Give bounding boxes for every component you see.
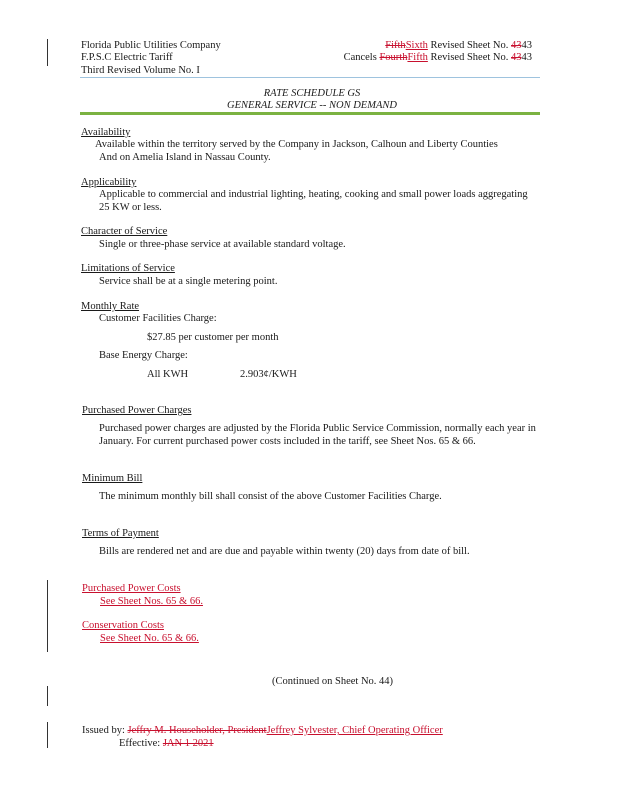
minimum-bill-heading: Minimum Bill xyxy=(82,473,143,484)
effective-old-date: JAN 1 2021 xyxy=(162,738,214,749)
schedule-subtitle: GENERAL SERVICE -- NON DEMAND xyxy=(227,100,397,111)
energy-item-label: All KWH xyxy=(147,369,189,380)
sheet-new-ordinal: Sixth xyxy=(405,40,428,51)
sheet-new-num: 43 xyxy=(521,40,532,51)
base-energy-label: Base Energy Charge: xyxy=(99,350,188,361)
effective-line xyxy=(119,738,214,750)
volume-label: Third Revised Volume No. I xyxy=(81,65,200,76)
continued-note: (Continued on Sheet No. 44) xyxy=(272,676,394,687)
schedule-title: RATE SCHEDULE GS xyxy=(263,88,361,99)
issued-label: Issued by: xyxy=(82,725,125,736)
energy-item-value: 2.903¢/KWH xyxy=(240,369,297,380)
applicability-text-2: 25 KW or less. xyxy=(99,202,162,213)
cancels-new-num: 43 xyxy=(521,52,532,63)
sheet-number-line xyxy=(385,40,532,52)
cancels-old-num: 43 xyxy=(511,52,522,63)
limitations-text: Service shall be at a single metering point. xyxy=(99,276,278,287)
change-bar-ppc xyxy=(47,580,48,652)
ppc-text: See Sheet Nos. 65 & 66. xyxy=(100,596,203,607)
header-rule xyxy=(80,77,540,78)
limitations-heading: Limitations of Service xyxy=(81,263,175,274)
ppc-heading: Purchased Power Costs xyxy=(82,583,181,594)
purchased-power-heading: Purchased Power Charges xyxy=(82,405,192,416)
availability-text-2: And on Amelia Island in Nassau County. xyxy=(99,152,271,163)
issued-new-name: Jeffrey Sylvester, Chief Operating Officer xyxy=(266,725,443,736)
purchased-power-text-2: January. For current purchased power costs included in the tariff, see Sheet Nos. 65 & 66. xyxy=(99,436,476,447)
character-heading: Character of Service xyxy=(81,226,168,237)
applicability-heading: Applicability xyxy=(81,177,137,188)
issued-by-line xyxy=(82,725,443,737)
sheet-label: Revised Sheet No. xyxy=(430,40,509,51)
sheet-old-ordinal: Fifth xyxy=(385,40,406,51)
applicability-text-1: Applicable to commercial and industrial lighting, heating, cooking and small power loads aggregating xyxy=(99,189,528,200)
issued-old-name: Jeffry M. Householder, President xyxy=(127,725,267,736)
cancels-label: Cancels xyxy=(343,52,377,63)
minimum-bill-text: The minimum monthly bill shall consist of the above Customer Facilities Charge. xyxy=(99,491,442,502)
conservation-heading: Conservation Costs xyxy=(82,620,164,631)
character-text: Single or three-phase service at available standard voltage. xyxy=(99,239,346,250)
customer-facilities-value: $27.85 per customer per month xyxy=(147,332,279,343)
change-bar-continued xyxy=(47,686,48,706)
title-rule xyxy=(80,112,540,115)
change-bar-footer xyxy=(47,722,48,748)
availability-heading: Availability xyxy=(81,127,131,138)
sheet-old-num: 43 xyxy=(511,40,522,51)
cancels-new-ordinal: Fifth xyxy=(407,52,428,63)
monthly-rate-heading: Monthly Rate xyxy=(81,301,140,312)
conservation-text: See Sheet No. 65 & 66. xyxy=(100,633,199,644)
tariff-name: F.P.S.C Electric Tariff xyxy=(81,52,173,63)
change-bar-top xyxy=(47,39,48,66)
effective-label: Effective: xyxy=(119,738,161,749)
customer-facilities-label: Customer Facilities Charge: xyxy=(99,313,217,324)
cancels-old-ordinal: Fourth xyxy=(379,52,408,63)
purchased-power-text-1: Purchased power charges are adjusted by the Florida Public Service Commission, normally each year in xyxy=(99,423,536,434)
terms-text: Bills are rendered net and are due and payable within twenty (20) days from date of bill. xyxy=(99,546,470,557)
availability-text-1: Available within the territory served by the Company in Jackson, Calhoun and Liberty Counties xyxy=(95,139,498,150)
terms-heading: Terms of Payment xyxy=(82,528,159,539)
cancels-sheet-label: Revised Sheet No. xyxy=(430,52,509,63)
cancels-line xyxy=(344,52,532,64)
company-name: Florida Public Utilities Company xyxy=(81,40,221,51)
